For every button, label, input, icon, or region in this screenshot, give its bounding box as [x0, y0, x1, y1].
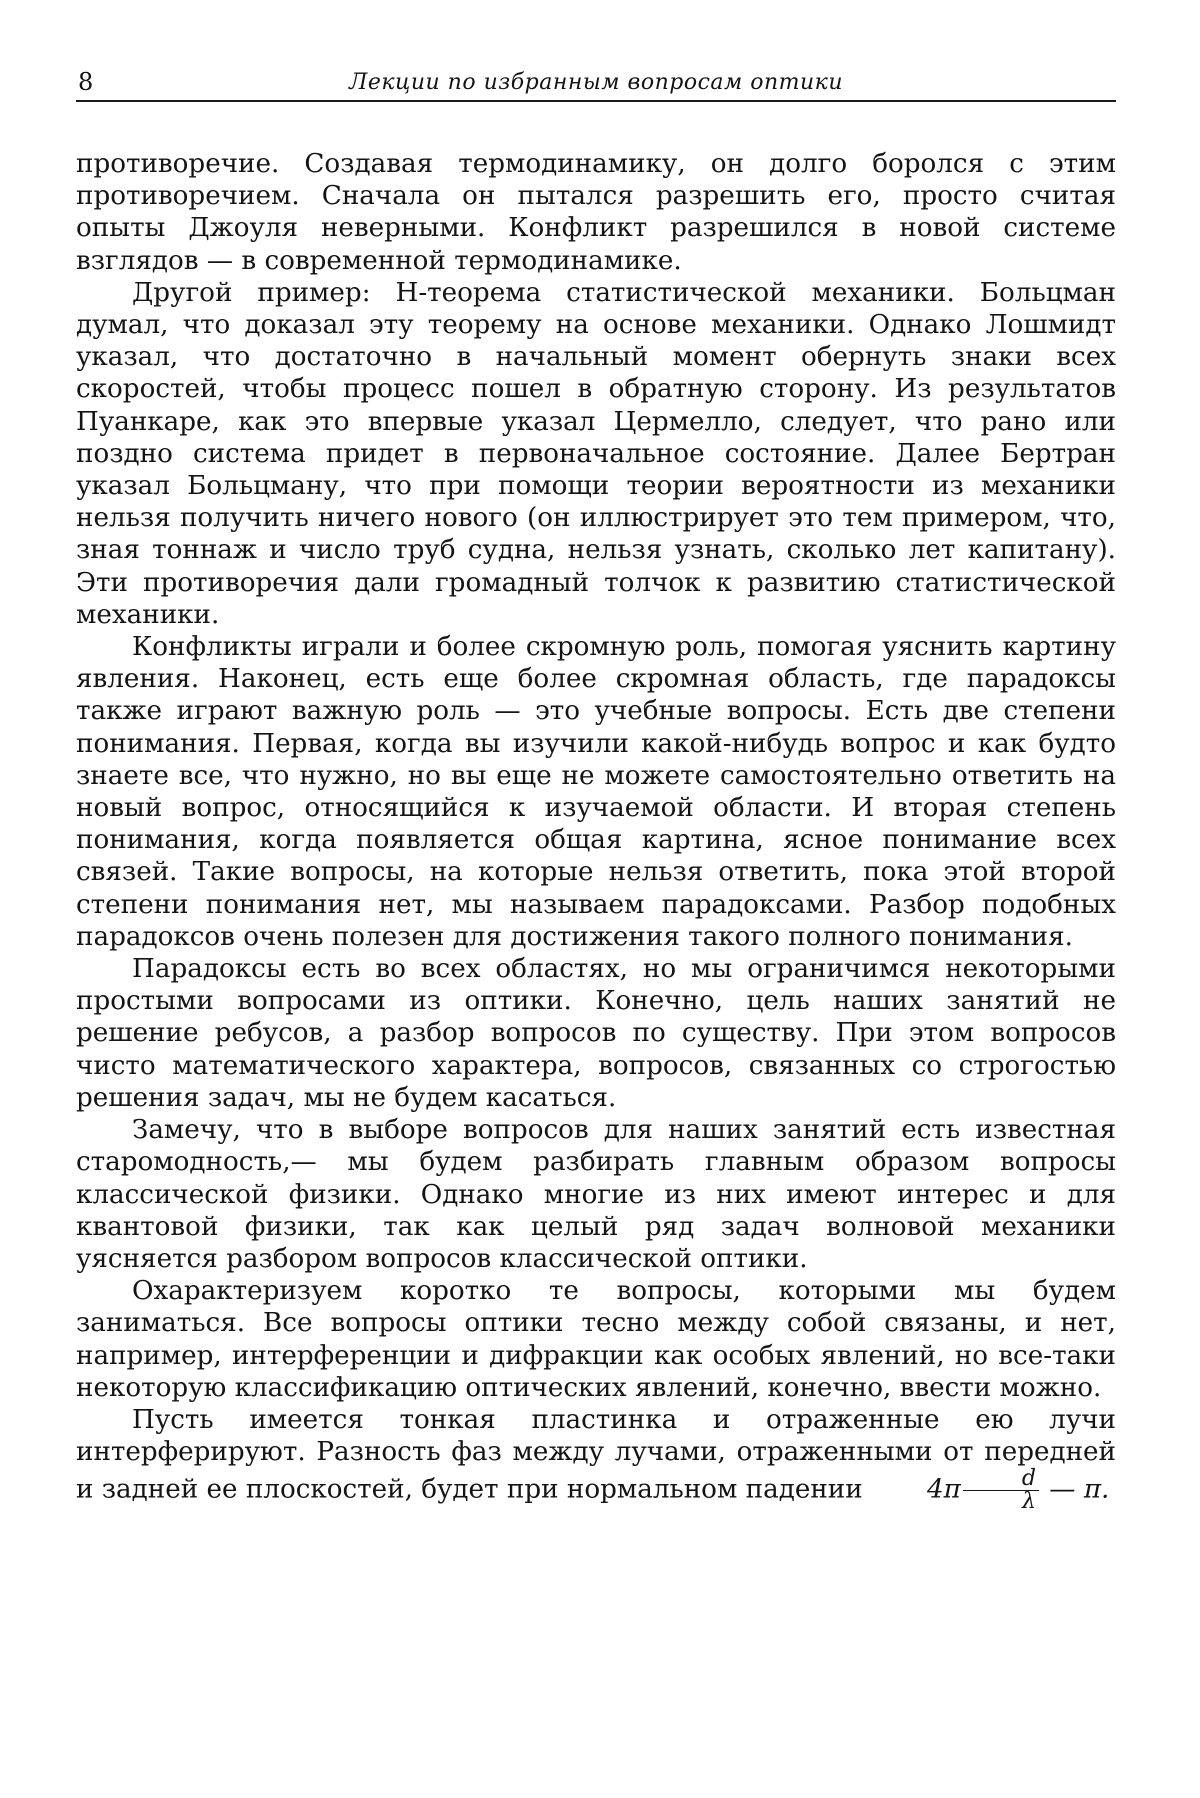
phase-difference-formula — [871, 1468, 1109, 1513]
body-text — [76, 148, 1116, 1513]
paragraph-7-text: Пусть имеется тонкая пластинка и отраженные ею лучи интерферируют. Разность фаз между лучами, отраженными от передней и задней ее плоскостей, будет при нормальном падении — [76, 1404, 1116, 1505]
formula-fraction — [963, 1468, 1039, 1513]
page-number: 8 — [78, 68, 94, 96]
formula-numerator: d — [963, 1468, 1039, 1491]
paragraph-5: Замечу, что в выборе вопросов для наших занятий есть известная старомодность,— мы будем разбирать главным образом вопросы классической физики. Однако многие из них имеют интерес и для квантовой физики, так как целый ряд задач волновой механики уясняется разбором вопросов классической оптики. — [76, 1115, 1116, 1274]
paragraph-4: Парадоксы есть во всех областях, но мы ограничимся некоторыми простыми вопросами из оптики. Конечно, цель наших занятий не решение ребусов, а разбор вопросов по существу. При этом вопросов чисто математического характера, вопросов, связанных со строгостью решения задач, мы не будем касаться. — [76, 954, 1116, 1113]
paragraph-7 — [76, 1404, 1116, 1513]
paragraph-3: Конфликты играли и более скромную роль, помогая уяснить картину явления. Наконец, есть еще более скромная область, где парадоксы также играют важную роль — это учебные вопросы. Есть две степени понимания. Первая, когда вы изучили какой-нибудь вопрос и как будто знаете все, что нужно, но вы еще не можете самостоятельно ответить на новый вопрос, относящийся к изучаемой области. И вторая степень понимания, когда появляется общая картина, ясное понимание всех связей. Такие вопросы, на которые нельзя ответить, пока этой второй степени понимания нет, мы называем парадоксами. Разбор подобных парадоксов очень полезен для достижения такого полного понимания. — [76, 632, 1116, 952]
paragraph-1: противоречие. Создавая термодинамику, он долго боролся с этим противоречием. Сначала он пытался разрешить его, просто считая опыты Джоуля неверными. Конфликт разрешился в новой системе взглядов — в современной термодинамике. — [76, 149, 1116, 276]
paragraph-2: Другой пример: H-теорема статистической механики. Больцман думал, что доказал эту теорему на основе механики. Однако Лошмидт указал, что достаточно в начальный момент обернуть знаки всех скоростей, чтобы процесс пошел в обратную сторону. Из результатов Пуанкаре, как это впервые указал Цермелло, следует, что рано или поздно система придет в первоначальное состояние. Далее Бертран указал Больцману, что при помощи теории вероятности из механики нельзя получить ничего нового (он иллюстрирует это тем примером, что, зная тоннаж и число труб судна, нельзя узнать, сколько лет капитану). Эти противоречия дали громадный толчок к развитию статистической механики. — [76, 277, 1116, 630]
paragraph-6: Охарактеризуем коротко те вопросы, которыми мы будем заниматься. Все вопросы оптики тесно между собой связаны, и нет, например, интерференции и дифракции как особых явлений, но все-таки некоторую классификацию оптических явлений, конечно, ввести можно. — [76, 1276, 1116, 1403]
formula-tail: — π. — [1040, 1474, 1110, 1505]
running-head — [76, 60, 1116, 102]
running-title: Лекции по избранным вопросам оптики — [348, 70, 843, 95]
formula-coefficient: 4π — [927, 1474, 961, 1505]
book-page — [76, 60, 1116, 1513]
formula-denominator: λ — [1021, 1489, 1036, 1515]
